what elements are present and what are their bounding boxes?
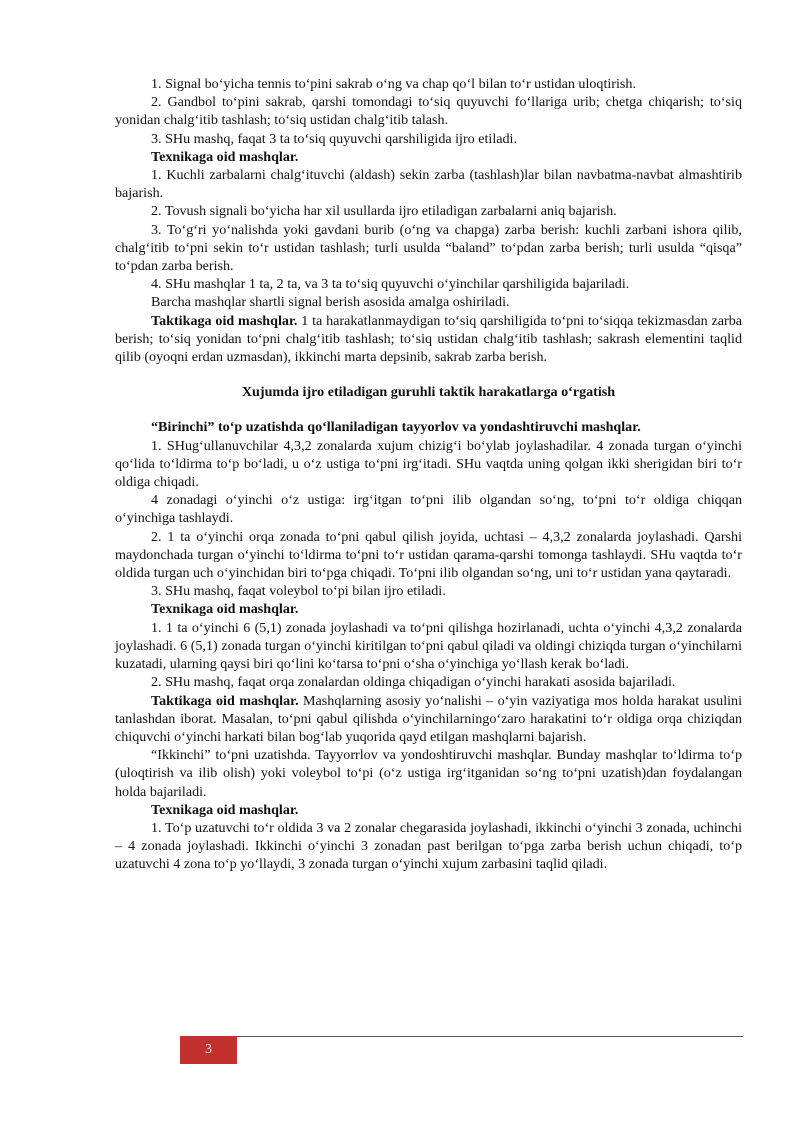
paragraph: 2. Tovush signali bo‘yicha har xil usullarda ijro etiladigan zarbalarni aniq bajarish. — [151, 203, 617, 220]
paragraph-text: 1 ta harakatlanmaydigan to‘siq qarshiligida to‘pni to‘siqqa tekizmasdan zarba berish; to‘siq yonidan to‘pni chalg‘itib tashlash; to‘siq ustidan chalg‘itib tashlash; sakrash elementini taqlid qilib (oyoqni erdan uzmasdan), ikkinchi marta depsinib, sakrab zarba berish. — [115, 312, 743, 366]
paragraph — [115, 692, 742, 747]
paragraph: Barcha mashqlar shartli signal berish asosida amalga oshiriladi. — [151, 294, 510, 311]
footer-rule — [237, 1036, 743, 1037]
sub-heading: “Birinchi” to‘p uzatishda qo‘llaniladigan tayyorlov va yondashtiruvchi mashqlar. — [151, 419, 641, 436]
inline-heading: Taktikaga oid mashqlar. — [151, 312, 298, 329]
page-number: 3 — [180, 1036, 237, 1064]
section-heading: Texnikaga oid mashqlar. — [151, 148, 299, 165]
section-heading: Texnikaga oid mashqlar. — [151, 601, 299, 618]
paragraph: 1. SHug‘ullanuvchilar 4,3,2 zonalarda xujum chizig‘i bo‘ylab joylashadilar. 4 zonada turgan o‘yinchi qo‘lida to‘ldirma to‘p bo‘ladi, u o‘z ustiga to‘pni irg‘itadi. SHu vaqtda uning qolgan ikki sherigidan biri to‘r oldiga chiqadi. — [115, 437, 742, 491]
paragraph: 3. SHu mashq, faqat voleybol to‘pi bilan ijro etiladi. — [151, 583, 446, 600]
paragraph: 2. SHu mashq, faqat orqa zonalardan oldinga chiqadigan o‘yinchi harakati asosida bajariladi. — [151, 674, 676, 691]
paragraph: 3. SHu mashq, faqat 3 ta to‘siq quyuvchi qarshiligida ijro etiladi. — [151, 130, 517, 147]
paragraph: 4. SHu mashqlar 1 ta, 2 ta, va 3 ta to‘siq quyuvchi o‘yinchilar qarshiligida bajariladi. — [151, 276, 630, 293]
paragraph: “Ikkinchi” to‘pni uzatishda. Tayyorrlov va yondoshtiruvchi mashqlar. Bunday mashqlar to‘ldirma to‘p (uloqtirish va ilib olish) yoki voleybol to‘pi (o‘z ustiga irg‘itganidan so‘ng to‘pni uzatish)dan foydalangan holda bajariladi. — [115, 747, 742, 800]
document-body — [115, 75, 742, 874]
paragraph: 4 zonadagi o‘yinchi o‘z ustiga: irg‘itgan to‘pni ilib olgandan so‘ng, to‘pni to‘r oldiga chiqqan o‘yinchiga tashlaydi. — [115, 492, 742, 527]
paragraph-text: Mashqlarning asosiy yo‘nalishi – o‘yin vaziyatiga mos holda harakat usulini tanlashdan iborat. Masalan, to‘pni qabul qilishda o‘yinchilarningo‘zaro harakatini to‘r oldiga orqa chiziqdan chiquvchi o‘yinchi harkati bilan bog‘lab yuqorida qayd etilgan mashqlarni bajarish. — [115, 692, 742, 745]
paragraph: 1. Signal bo‘yicha tennis to‘pini sakrab o‘ng va chap qo‘l bilan to‘r ustidan uloqtirish. — [151, 76, 636, 92]
inline-heading: Taktikaga oid mashqlar. — [151, 692, 299, 709]
paragraph: 1. To‘p uzatuvchi to‘r oldida 3 va 2 zonalar chegarasida joylashadi, ikkinchi o‘yinchi 3 zonada, uchinchi – 4 zonada joylashadi. Ikkinchi o‘yinchi 3 zonadan past berilgan to‘pga zarba berish uchun chiqadi, to‘p uzatuvchi 4 zona to‘p yo‘llaydi, 3 zonada turgan o‘yinchi xujum zarbasini taqlid qiladi. — [115, 819, 742, 873]
paragraph: 1. 1 ta o‘yinchi 6 (5,1) zonada joylashadi va to‘pni qilishga hozirlanadi, uchta o‘yinchi 4,3,2 zonalarda joylashadi. 6 (5,1) zonada turgan o‘yinchi kiritilgan to‘pni qabul qiladi va oldingi chiziqda turgan o‘yinchilarni kuzatadi, ularning qaysi biri qo‘lini ko‘tarsa to‘pni o‘sha o‘yinchiga yo‘llash kerak bo‘ladi. — [115, 619, 742, 673]
paragraph: 3. To‘g‘ri yo‘nalishda yoki gavdani burib (o‘ng va chapga) zarba berish: kuchli zarbani ishora qilib, chalg‘itib to‘pni sekin to‘r ustidan tashlash; turli usulda “baland” to‘pdan zarba berish; turli usulda “qisqa” to‘pdan zarba berish. — [115, 221, 742, 275]
chapter-title: Xujumda ijro etiladigan guruhli taktik harakatlarga o‘rgatish — [241, 384, 616, 401]
paragraph — [115, 312, 742, 367]
paragraph: 2. Gandbol to‘pini sakrab, qarshi tomondagi to‘siq quyuvchi fo‘llariga urib; chetga chiqarish; to‘siq yonidan chalg‘itib tashlash; to‘siq ustidan chalg‘itib talash. — [115, 94, 742, 129]
paragraph: 1. Kuchli zarbalarni chalg‘ituvchi (aldash) sekin zarba (tashlash)lar bilan navbatma-navbat almashtirib bajarish. — [115, 167, 742, 202]
section-heading: Texnikaga oid mashqlar. — [151, 801, 299, 818]
paragraph: 2. 1 ta o‘yinchi orqa zonada to‘pni qabul qilish joyida, uchtasi – 4,3,2 zonalarda joylashadi. Qarshi maydonchada turgan o‘yinchi to‘ldirma to‘pni to‘r ustidan qarama-qarshi tomonga tashlaydi. SHu vaqtda to‘r oldida turgan uch o‘yinchidan biri to‘pga chiqadi. To‘pni ilib olgandan so‘ng, uni to‘r ustidan yana qaytaradi. — [115, 528, 742, 582]
